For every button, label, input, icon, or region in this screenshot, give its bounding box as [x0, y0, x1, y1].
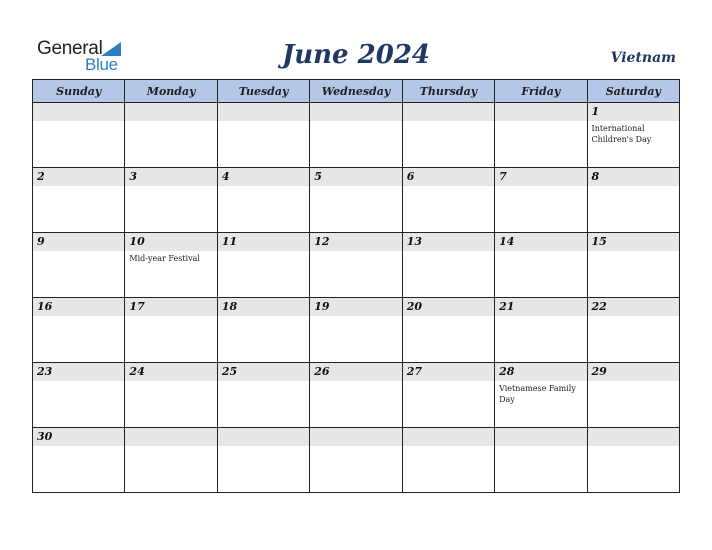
- day-number: 19: [314, 300, 330, 313]
- day-number-bar: [125, 233, 216, 251]
- holiday-event: Mid-year Festival: [129, 254, 200, 263]
- day-number-bar: [125, 298, 216, 316]
- weekday-header: Wednesday: [310, 80, 402, 103]
- day-cell: [33, 168, 125, 233]
- day-number: 23: [37, 365, 53, 378]
- day-number-bar: [495, 233, 586, 251]
- day-number: 17: [129, 300, 145, 313]
- day-number: 15: [591, 235, 607, 248]
- day-cell: [217, 363, 309, 428]
- day-number: 28: [499, 365, 515, 378]
- day-number-bar: [403, 233, 494, 251]
- day-number-bar: [125, 363, 216, 381]
- day-number-bar: [403, 363, 494, 381]
- day-number-bar: [403, 298, 494, 316]
- day-cell: [402, 103, 494, 168]
- day-number-bar: [495, 298, 586, 316]
- day-number: 20: [406, 300, 422, 313]
- day-number-bar: [33, 363, 124, 381]
- day-number: 3: [129, 170, 138, 183]
- day-number: 4: [221, 170, 230, 183]
- week-row: [33, 428, 680, 493]
- day-cell: [310, 428, 402, 493]
- weekday-header: Saturday: [587, 80, 679, 103]
- calendar-body: [33, 103, 680, 493]
- day-number: 7: [499, 170, 507, 183]
- day-number: 12: [314, 235, 330, 248]
- day-number: 16: [37, 300, 53, 313]
- day-cell: [587, 233, 679, 298]
- day-cell: [495, 428, 587, 493]
- day-number-bar: [495, 363, 586, 381]
- day-cell: [402, 428, 494, 493]
- day-cell: [495, 168, 587, 233]
- day-cell: [125, 233, 217, 298]
- month-calendar: [32, 79, 680, 493]
- day-cell: [217, 233, 309, 298]
- week-row: [33, 168, 680, 233]
- day-cell: [587, 168, 679, 233]
- day-number-bar: [218, 298, 309, 316]
- day-cell: [310, 168, 402, 233]
- day-number: 24: [129, 365, 145, 378]
- day-number-bar: [125, 168, 216, 186]
- day-number-bar: [495, 168, 586, 186]
- weekday-header: Thursday: [402, 80, 494, 103]
- day-number: 18: [221, 300, 238, 313]
- day-number-bar: [125, 103, 216, 121]
- country-label: Vietnam: [610, 50, 676, 66]
- day-number-bar: [218, 363, 309, 381]
- day-number-bar: [310, 298, 401, 316]
- week-row: [33, 298, 680, 363]
- day-cell: [33, 103, 125, 168]
- day-cell: [587, 298, 679, 363]
- day-cell: [217, 103, 309, 168]
- holiday-event: International Children's Day: [591, 124, 652, 144]
- weekday-header: Tuesday: [217, 80, 309, 103]
- day-number-bar: [310, 168, 401, 186]
- day-number: 5: [314, 170, 322, 183]
- day-cell: [125, 363, 217, 428]
- day-number-bar: [218, 233, 309, 251]
- day-cell: [402, 233, 494, 298]
- day-cell: [125, 168, 217, 233]
- day-cell: [33, 363, 125, 428]
- day-number-bar: [218, 428, 309, 446]
- day-cell: [33, 233, 125, 298]
- day-cell: [402, 298, 494, 363]
- day-cell: [217, 168, 309, 233]
- day-cell: [495, 103, 587, 168]
- day-number-bar: [495, 103, 586, 121]
- day-number: 30: [37, 430, 53, 443]
- day-number: 29: [591, 365, 607, 378]
- day-number: 9: [37, 235, 45, 248]
- weekday-header: Sunday: [33, 80, 125, 103]
- day-number-bar: [588, 103, 679, 121]
- weekday-header: Monday: [125, 80, 217, 103]
- day-number: 1: [591, 105, 600, 118]
- day-number-bar: [588, 428, 679, 446]
- holiday-event: Vietnamese Family Day: [499, 384, 576, 404]
- logo-text-blue: Blue: [85, 55, 118, 74]
- day-cell: [310, 363, 402, 428]
- day-number: 14: [499, 235, 515, 248]
- day-number-bar: [33, 298, 124, 316]
- day-cell: [33, 428, 125, 493]
- day-number-bar: [310, 363, 401, 381]
- day-number: 6: [406, 170, 415, 183]
- calendar-title: June 2024: [281, 40, 431, 70]
- day-number-bar: [33, 168, 124, 186]
- day-number-bar: [310, 103, 401, 121]
- week-row: [33, 363, 680, 428]
- day-number-bar: [403, 428, 494, 446]
- day-number-bar: [33, 233, 124, 251]
- day-number: 22: [591, 300, 607, 313]
- day-number-bar: [218, 103, 309, 121]
- day-number: 10: [129, 235, 145, 248]
- day-cell: [125, 298, 217, 363]
- day-cell: [310, 233, 402, 298]
- day-cell: [125, 103, 217, 168]
- day-number: 21: [499, 300, 515, 313]
- day-number: 11: [221, 235, 238, 248]
- day-number-bar: [310, 233, 401, 251]
- day-number-bar: [588, 298, 679, 316]
- day-cell: [495, 363, 587, 428]
- day-cell: [495, 233, 587, 298]
- day-cell: [33, 298, 125, 363]
- logo-text-general: General: [37, 38, 103, 59]
- day-number-bar: [588, 233, 679, 251]
- day-cell: [217, 428, 309, 493]
- day-number: 25: [221, 365, 238, 378]
- day-number-bar: [588, 363, 679, 381]
- day-number-bar: [310, 428, 401, 446]
- day-cell: [125, 428, 217, 493]
- day-number: 26: [314, 365, 330, 378]
- day-cell: [587, 103, 679, 168]
- day-number-bar: [33, 428, 124, 446]
- day-number: 13: [406, 235, 422, 248]
- day-number-bar: [403, 168, 494, 186]
- day-cell: [587, 363, 679, 428]
- day-cell: [402, 168, 494, 233]
- day-number-bar: [33, 103, 124, 121]
- day-cell: [217, 298, 309, 363]
- day-number: 27: [406, 365, 422, 378]
- day-cell: [310, 298, 402, 363]
- weekday-header: Friday: [495, 80, 587, 103]
- day-number: 2: [37, 170, 45, 183]
- day-cell: [495, 298, 587, 363]
- day-number: 8: [591, 170, 600, 183]
- day-number-bar: [125, 428, 216, 446]
- day-number-bar: [588, 168, 679, 186]
- day-cell: [587, 428, 679, 493]
- day-number-bar: [495, 428, 586, 446]
- day-number-bar: [403, 103, 494, 121]
- weekday-header-row: [33, 80, 680, 103]
- day-cell: [402, 363, 494, 428]
- day-number-bar: [218, 168, 309, 186]
- week-row: [33, 233, 680, 298]
- week-row: [33, 103, 680, 168]
- day-cell: [310, 103, 402, 168]
